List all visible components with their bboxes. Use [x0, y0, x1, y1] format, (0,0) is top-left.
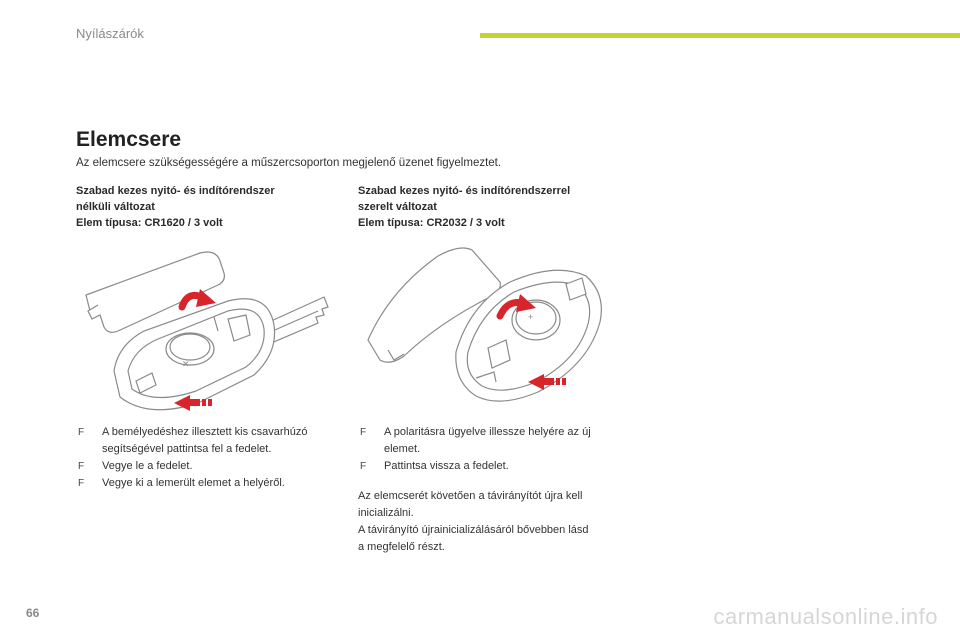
watermark: carmanualsonline.info [713, 604, 938, 629]
section-title: Nyílászárók [76, 26, 144, 41]
left-heading-line: Szabad kezes nyitó- és indítórendszer [76, 185, 275, 197]
intro-text: Az elemcsere szükségességére a műszercsoporton megjelenő üzenet figyelmeztet. [76, 157, 502, 169]
bullet-marker: F [360, 427, 367, 438]
header-accent-rule [480, 33, 960, 38]
bullet-marker: F [78, 427, 85, 438]
bullet-marker: F [78, 461, 85, 472]
smart-key-battery-icon [360, 236, 622, 412]
note-line: inicializálni. [358, 507, 414, 519]
right-column-heading [358, 183, 570, 231]
bullet-marker: F [360, 461, 367, 472]
step-text: A bemélyedéshez illesztett kis csavarhúzó [102, 426, 308, 438]
right-heading-line: szerelt változat [358, 201, 437, 213]
page-title: Elemcsere [76, 128, 182, 151]
right-heading-battery-type: Elem típusa: CR2032 / 3 volt [358, 217, 505, 229]
page-number: 66 [26, 606, 40, 620]
right-steps-list [360, 424, 630, 475]
bullet-marker: F [78, 478, 85, 489]
note-line: a megfelelő részt. [358, 541, 445, 553]
step-text: A polaritásra ügyelve illessze helyére az új [384, 426, 591, 438]
list-item [360, 458, 630, 475]
left-column-heading [76, 183, 275, 231]
reinitialization-note [358, 488, 628, 556]
right-heading-line: Szabad kezes nyitó- és indítórendszerrel [358, 185, 571, 197]
left-heading-line: nélküli változat [76, 201, 155, 213]
step-text: segítségével pattintsa fel a fedelet. [102, 443, 272, 455]
list-item [78, 475, 348, 492]
key-fob-battery-icon [78, 245, 340, 415]
left-heading-battery-type: Elem típusa: CR1620 / 3 volt [76, 217, 223, 229]
step-text: elemet. [384, 443, 421, 455]
left-steps-list [78, 424, 348, 492]
list-item [78, 424, 348, 458]
note-line: A távirányító újrainicializálásáról bővebben lásd [358, 524, 589, 536]
step-text: Vegye ki a lemerült elemet a helyéről. [102, 477, 285, 489]
svg-text:+: + [528, 312, 534, 322]
list-item [78, 458, 348, 475]
step-text: Vegye le a fedelet. [102, 460, 193, 472]
list-item [360, 424, 630, 458]
svg-text:✕: ✕ [182, 359, 190, 369]
step-text: Pattintsa vissza a fedelet. [384, 460, 509, 472]
note-line: Az elemcserét követően a távirányítót újra kell [358, 490, 583, 502]
